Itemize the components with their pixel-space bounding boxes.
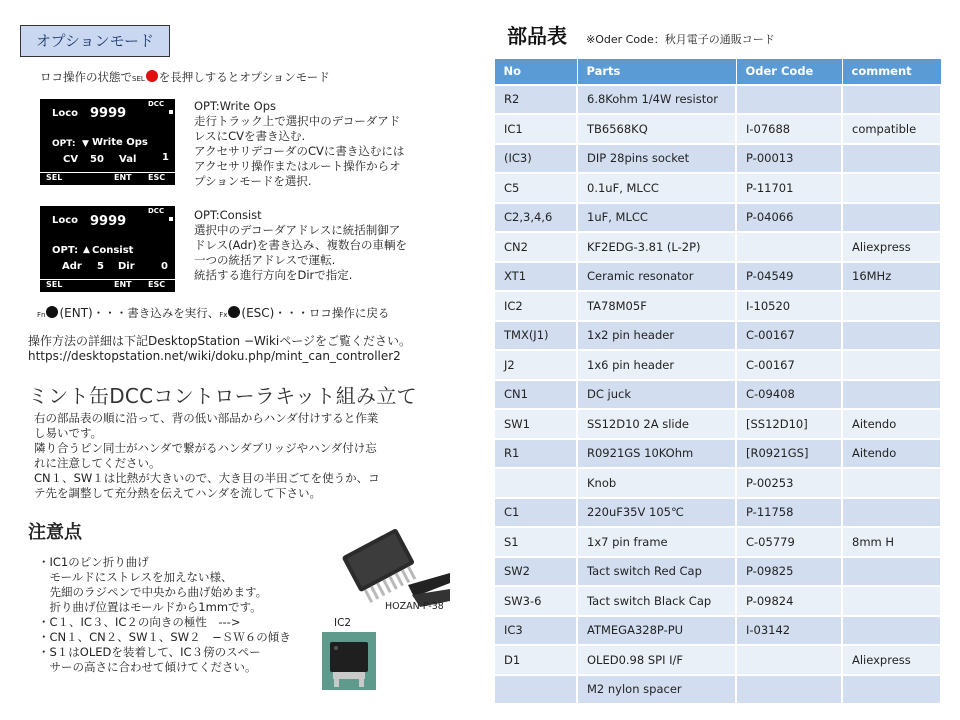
cell-oder-code xyxy=(736,85,842,115)
ic2-label: IC2 xyxy=(334,617,352,629)
caution-heading: 注意点 xyxy=(28,522,82,543)
cell-no: IC3 xyxy=(494,616,577,646)
write-ops-description: OPT:Write Ops 走行トラック上で選択中のデコーダアド レスにCVを書き込む. アクセサリデコーダのCVに書き込むには アクセサリ操作またはルート操作からオ プションモードを選択. xyxy=(194,99,405,188)
cell-comment: Aliexpress xyxy=(842,645,941,675)
cell-oder-code: C-09408 xyxy=(736,380,842,410)
cell-oder-code: P-09824 xyxy=(736,586,842,616)
cell-comment: Aitendo xyxy=(842,439,941,469)
hozan-label: HOZAN P-38 xyxy=(385,601,444,612)
cell-no: SW3-6 xyxy=(494,586,577,616)
cell-no: CN2 xyxy=(494,232,577,262)
cell-oder-code: P-00013 xyxy=(736,144,842,174)
cell-no: XT1 xyxy=(494,262,577,292)
cell-no: C5 xyxy=(494,173,577,203)
table-row xyxy=(494,262,941,292)
ic2-photo xyxy=(322,632,376,690)
cell-oder-code xyxy=(736,675,842,705)
cell-parts: TB6568KQ xyxy=(577,114,736,144)
cell-oder-code: C-00167 xyxy=(736,321,842,351)
table-row xyxy=(494,203,941,233)
assembly-instructions: 右の部品表の順に沿って、背の低い部品からハンダ付けすると作業 し易いです。 隣り合うピン同士がハンダで繋がるハンダブリッジやハンダ付け忘 れに注意してください。 CN１、SW１は比熱が大きいので、大き目の半田ごてを使うか、コ テ先を調整して充分熱を伝えてハンダを流して下さい。 xyxy=(34,411,380,500)
table-row xyxy=(494,350,941,380)
cell-comment xyxy=(842,85,941,115)
cell-comment xyxy=(842,321,941,351)
cell-comment xyxy=(842,144,941,174)
table-row xyxy=(494,557,941,587)
table-row xyxy=(494,645,941,675)
cell-parts: Tact switch Red Cap xyxy=(577,557,736,587)
table-row xyxy=(494,586,941,616)
table-row xyxy=(494,114,941,144)
cell-comment xyxy=(842,291,941,321)
table-row xyxy=(494,173,941,203)
cell-oder-code xyxy=(736,645,842,675)
cell-parts: KF2EDG-3.81 (L-2P) xyxy=(577,232,736,262)
cell-parts: 1x2 pin header xyxy=(577,321,736,351)
cell-oder-code: I-07688 xyxy=(736,114,842,144)
down-arrow-icon: ▼ xyxy=(82,139,89,149)
cell-parts: R0921GS 10KOhm xyxy=(577,439,736,469)
cell-no: R1 xyxy=(494,439,577,469)
table-row xyxy=(494,527,941,557)
table-row xyxy=(494,498,941,528)
cell-comment xyxy=(842,350,941,380)
cell-no: CN1 xyxy=(494,380,577,410)
fx-black-button-icon xyxy=(228,306,240,318)
column-header-parts: Parts xyxy=(577,59,736,85)
cell-comment: Aitendo xyxy=(842,409,941,439)
cell-comment xyxy=(842,468,941,498)
column-header-comment: comment xyxy=(842,59,941,85)
cell-no: IC1 xyxy=(494,114,577,144)
cell-no: R2 xyxy=(494,85,577,115)
cell-comment xyxy=(842,498,941,528)
cell-parts: 220uF35V 105℃ xyxy=(577,498,736,528)
cell-oder-code: P-09825 xyxy=(736,557,842,587)
oled-display-write-ops: Loco 9999 DCC OPT: ▼ Write Ops CV 50 Val 1 SEL ENT ESC xyxy=(40,99,175,185)
parts-heading: 部品表 xyxy=(507,24,567,48)
up-arrow-icon: ▲ xyxy=(83,245,90,255)
parts-note: ※Oder Code：秋月電子の通販コード xyxy=(586,33,775,46)
wiki-link[interactable]: https://desktopstation.net/wiki/doku.php/mint_can_controller2 xyxy=(28,349,401,363)
cell-no xyxy=(494,468,577,498)
assembly-heading: ミント缶DCCコントローラキット組み立て xyxy=(28,384,417,408)
cell-comment xyxy=(842,675,941,705)
column-header-oder-code: Oder Code xyxy=(736,59,842,85)
table-row xyxy=(494,439,941,469)
sel-red-button-icon xyxy=(146,70,158,82)
cell-parts: SS12D10 2A slide xyxy=(577,409,736,439)
cell-no: D1 xyxy=(494,645,577,675)
cell-no xyxy=(494,675,577,705)
cell-comment xyxy=(842,616,941,646)
table-row xyxy=(494,85,941,115)
cell-parts: Tact switch Black Cap xyxy=(577,586,736,616)
cell-no: IC2 xyxy=(494,291,577,321)
cell-no: SW1 xyxy=(494,409,577,439)
table-row xyxy=(494,321,941,351)
cell-comment: 16MHz xyxy=(842,262,941,292)
cell-parts: Ceramic resonator xyxy=(577,262,736,292)
cell-oder-code: P-11758 xyxy=(736,498,842,528)
cell-parts: 0.1uF, MLCC xyxy=(577,173,736,203)
cell-no: (IC3) xyxy=(494,144,577,174)
cell-comment xyxy=(842,586,941,616)
parts-table-header xyxy=(494,59,941,85)
cell-oder-code: [R0921GS] xyxy=(736,439,842,469)
cell-parts: OLED0.98 SPI I/F xyxy=(577,645,736,675)
cell-parts: 1uF, MLCC xyxy=(577,203,736,233)
cell-no: C2,3,4,6 xyxy=(494,203,577,233)
cell-no: S1 xyxy=(494,527,577,557)
cell-oder-code: P-11701 xyxy=(736,173,842,203)
cell-parts: TA78M05F xyxy=(577,291,736,321)
cell-oder-code: [SS12D10] xyxy=(736,409,842,439)
cell-comment: compatible xyxy=(842,114,941,144)
signal-indicator-icon xyxy=(169,110,173,114)
cell-no: J2 xyxy=(494,350,577,380)
table-row xyxy=(494,291,941,321)
oled-display-consist: Loco 9999 DCC OPT: ▲ Consist Adr 5 Dir 0 SEL ENT ESC xyxy=(40,206,175,292)
cell-parts: 6.8Kohm 1/4W resistor xyxy=(577,85,736,115)
table-row xyxy=(494,616,941,646)
cell-parts: M2 nylon spacer xyxy=(577,675,736,705)
cell-oder-code: P-04066 xyxy=(736,203,842,233)
option-mode-title: オプションモード xyxy=(20,25,170,57)
table-row xyxy=(494,675,941,705)
cell-parts: 1x6 pin header xyxy=(577,350,736,380)
table-row xyxy=(494,144,941,174)
cell-oder-code: C-05779 xyxy=(736,527,842,557)
consist-description: OPT:Consist 選択中のデコーダアドレスに統括制御ア ドレス(Adr)を書き込み、複数台の車輌を 一つの統括アドレスで運転. 統括する進行方向をDirで指定. xyxy=(194,208,408,282)
cell-oder-code: P-00253 xyxy=(736,468,842,498)
fn-black-button-icon xyxy=(46,306,58,318)
table-row xyxy=(494,232,941,262)
cell-comment xyxy=(842,380,941,410)
wiki-detail: 操作方法の詳細は下記DesktopStation −Wikiページをご覧ください。 https://desktopstation.net/wiki/doku.php/mint_can_controller2 xyxy=(28,334,412,363)
column-header-no: No xyxy=(494,59,577,85)
cell-comment xyxy=(842,173,941,203)
cell-no: SW2 xyxy=(494,557,577,587)
table-row xyxy=(494,380,941,410)
caution-list: ・IC1のピン折り曲げ モールドにストレスを加えない様、 先細のラジペンで中央から曲げ始めます。 折り曲げ位置はモールドから1mmです。 ・C１、IC３、IC２の向きの極性 ---> ・CN１、CN２、SW１、SW２ −ＳＷ６の傾き ・S１はOLEDを装着して、IC３傍のスペー サーの高さに合わせて傾けてください。 xyxy=(38,555,291,674)
cell-parts: ATMEGA328P-PU xyxy=(577,616,736,646)
signal-indicator-icon xyxy=(169,217,173,221)
cell-oder-code: P-04549 xyxy=(736,262,842,292)
cell-parts: DC juck xyxy=(577,380,736,410)
cell-oder-code: I-10520 xyxy=(736,291,842,321)
cell-comment: Aliexpress xyxy=(842,232,941,262)
cell-no: C1 xyxy=(494,498,577,528)
table-row xyxy=(494,468,941,498)
option-mode-intro: ロコ操作の状態でSEL を長押しするとオプションモード xyxy=(40,70,330,84)
cell-parts: DIP 28pins socket xyxy=(577,144,736,174)
parts-table xyxy=(493,58,942,705)
cell-parts: Knob xyxy=(577,468,736,498)
cell-comment xyxy=(842,203,941,233)
cell-parts: 1x7 pin frame xyxy=(577,527,736,557)
table-row xyxy=(494,409,941,439)
cell-comment xyxy=(842,557,941,587)
cell-no: TMX(J1) xyxy=(494,321,577,351)
cell-oder-code: C-00167 xyxy=(736,350,842,380)
fn-fx-instructions: Fn (ENT)・・・書き込みを実行、Fx (ESC)・・・ロコ操作に戻る xyxy=(37,306,390,320)
cell-oder-code: I-03142 xyxy=(736,616,842,646)
cell-comment: 8mm H xyxy=(842,527,941,557)
cell-oder-code xyxy=(736,232,842,262)
